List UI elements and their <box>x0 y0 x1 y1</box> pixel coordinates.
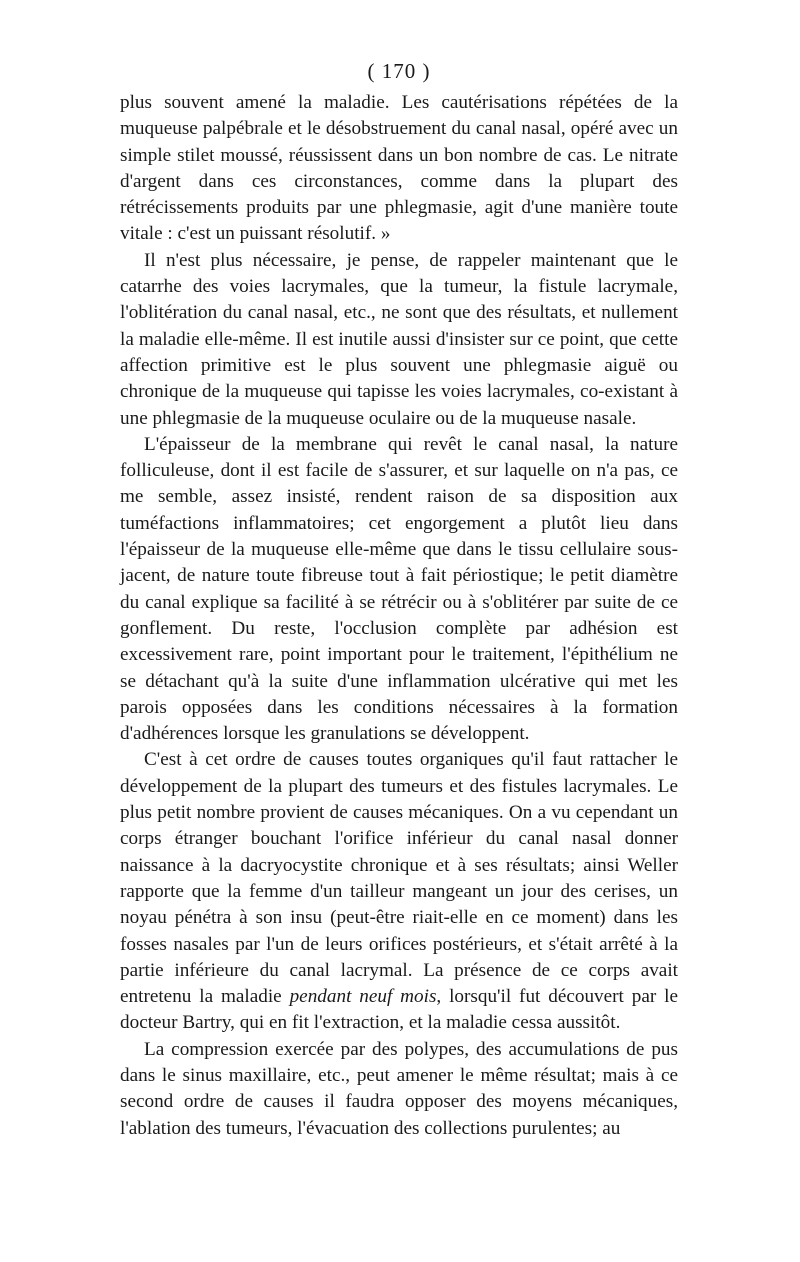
paragraph-4 <box>120 747 678 1036</box>
paragraph-3: L'épaisseur de la membrane qui revêt le canal nasal, la nature folliculeuse, dont il est facile de s'assurer, et sur laquelle on n'a pas, ce me semble, assez insisté, rendent raison de sa disposition aux tuméfactions inflammatoires; cet engorgement a plutôt lieu dans l'épaisseur de la muqueuse elle-même que dans le tissu cellulaire sous-jacent, de nature toute fibreuse tout à fait périostique; le petit diamètre du canal explique sa facilité à se rétrécir ou à s'oblitérer par suite de ce gonflement. Du reste, l'occlusion complète par adhésion est excessivement rare, point important pour le traitement, l'épithélium ne se détachant qu'à la suite d'une inflammation ulcérative qui met les parois opposées dans les conditions nécessaires à la formation d'adhérences lorsque les granulations se développent. <box>120 433 678 745</box>
paragraph-5: La compression exercée par des polypes, des accumulations de pus dans le sinus maxillaire, etc., peut amener le même résultat; mais à ce second ordre de causes il faudra opposer des moyens mécaniques, l'ablation des tumeurs, l'évacuation des collections purulentes; au <box>120 1038 678 1139</box>
paragraph-4-italic-phrase: pendant neuf mois <box>289 986 437 1008</box>
paragraph-4-text-after-italic: , lorsqu'il fut découvert par le docteur Bartry, qui en fit l'extraction, et la maladie cessa aussitôt. <box>120 986 678 1034</box>
paragraph-2: Il n'est plus nécessaire, je pense, de rappeler maintenant que le catarrhe des voies lacrymales, que la tumeur, la fistule lacrymale, l'oblitération du canal nasal, etc., ne sont que des résultats, et nullement la maladie elle-même. Il est inutile aussi d'insister sur ce point, que cette affection primitive est le plus souvent une phlegmasie aiguë ou chronique de la muqueuse qui tapisse les voies lacrymales, co-existant à une phlegmasie de la muqueuse oculaire ou de la muqueuse nasale. <box>120 249 678 429</box>
paragraph-4-text-before-italic: C'est à cet ordre de causes toutes organiques qu'il faut rattacher le développement de la plupart des tumeurs et des fistules lacrymales. Le plus petit nombre provient de causes mécaniques. On a vu cependant un corps étranger bouchant l'orifice inférieur du canal nasal donner naissance à la dacryocystite chronique et à ses résultats; ainsi Weller rapporte que la femme d'un tailleur mangeant un jour des cerises, un noyau pénétra à son insu (peut-être riait-elle en ce moment) dans les fosses nasales par l'un de leurs orifices postérieurs, et s'était arrêté à la partie inférieure du canal lacrymal. La présence de ce corps avait entretenu la maladie <box>120 749 678 1008</box>
book-page <box>120 58 678 1142</box>
page-number: ( 170 ) <box>367 59 431 83</box>
paragraph-1: plus souvent amené la maladie. Les cautérisations répétées de la muqueuse palpébrale et le désobstruement du canal nasal, opéré avec un simple stilet moussé, réussissent dans un bon nombre de cas. Le nitrate d'argent dans ces circonstances, comme dans la plupart des rétrécissements produits par une phlegmasie, agit d'une manière toute vitale : c'est un puissant résolutif. » <box>120 92 678 245</box>
